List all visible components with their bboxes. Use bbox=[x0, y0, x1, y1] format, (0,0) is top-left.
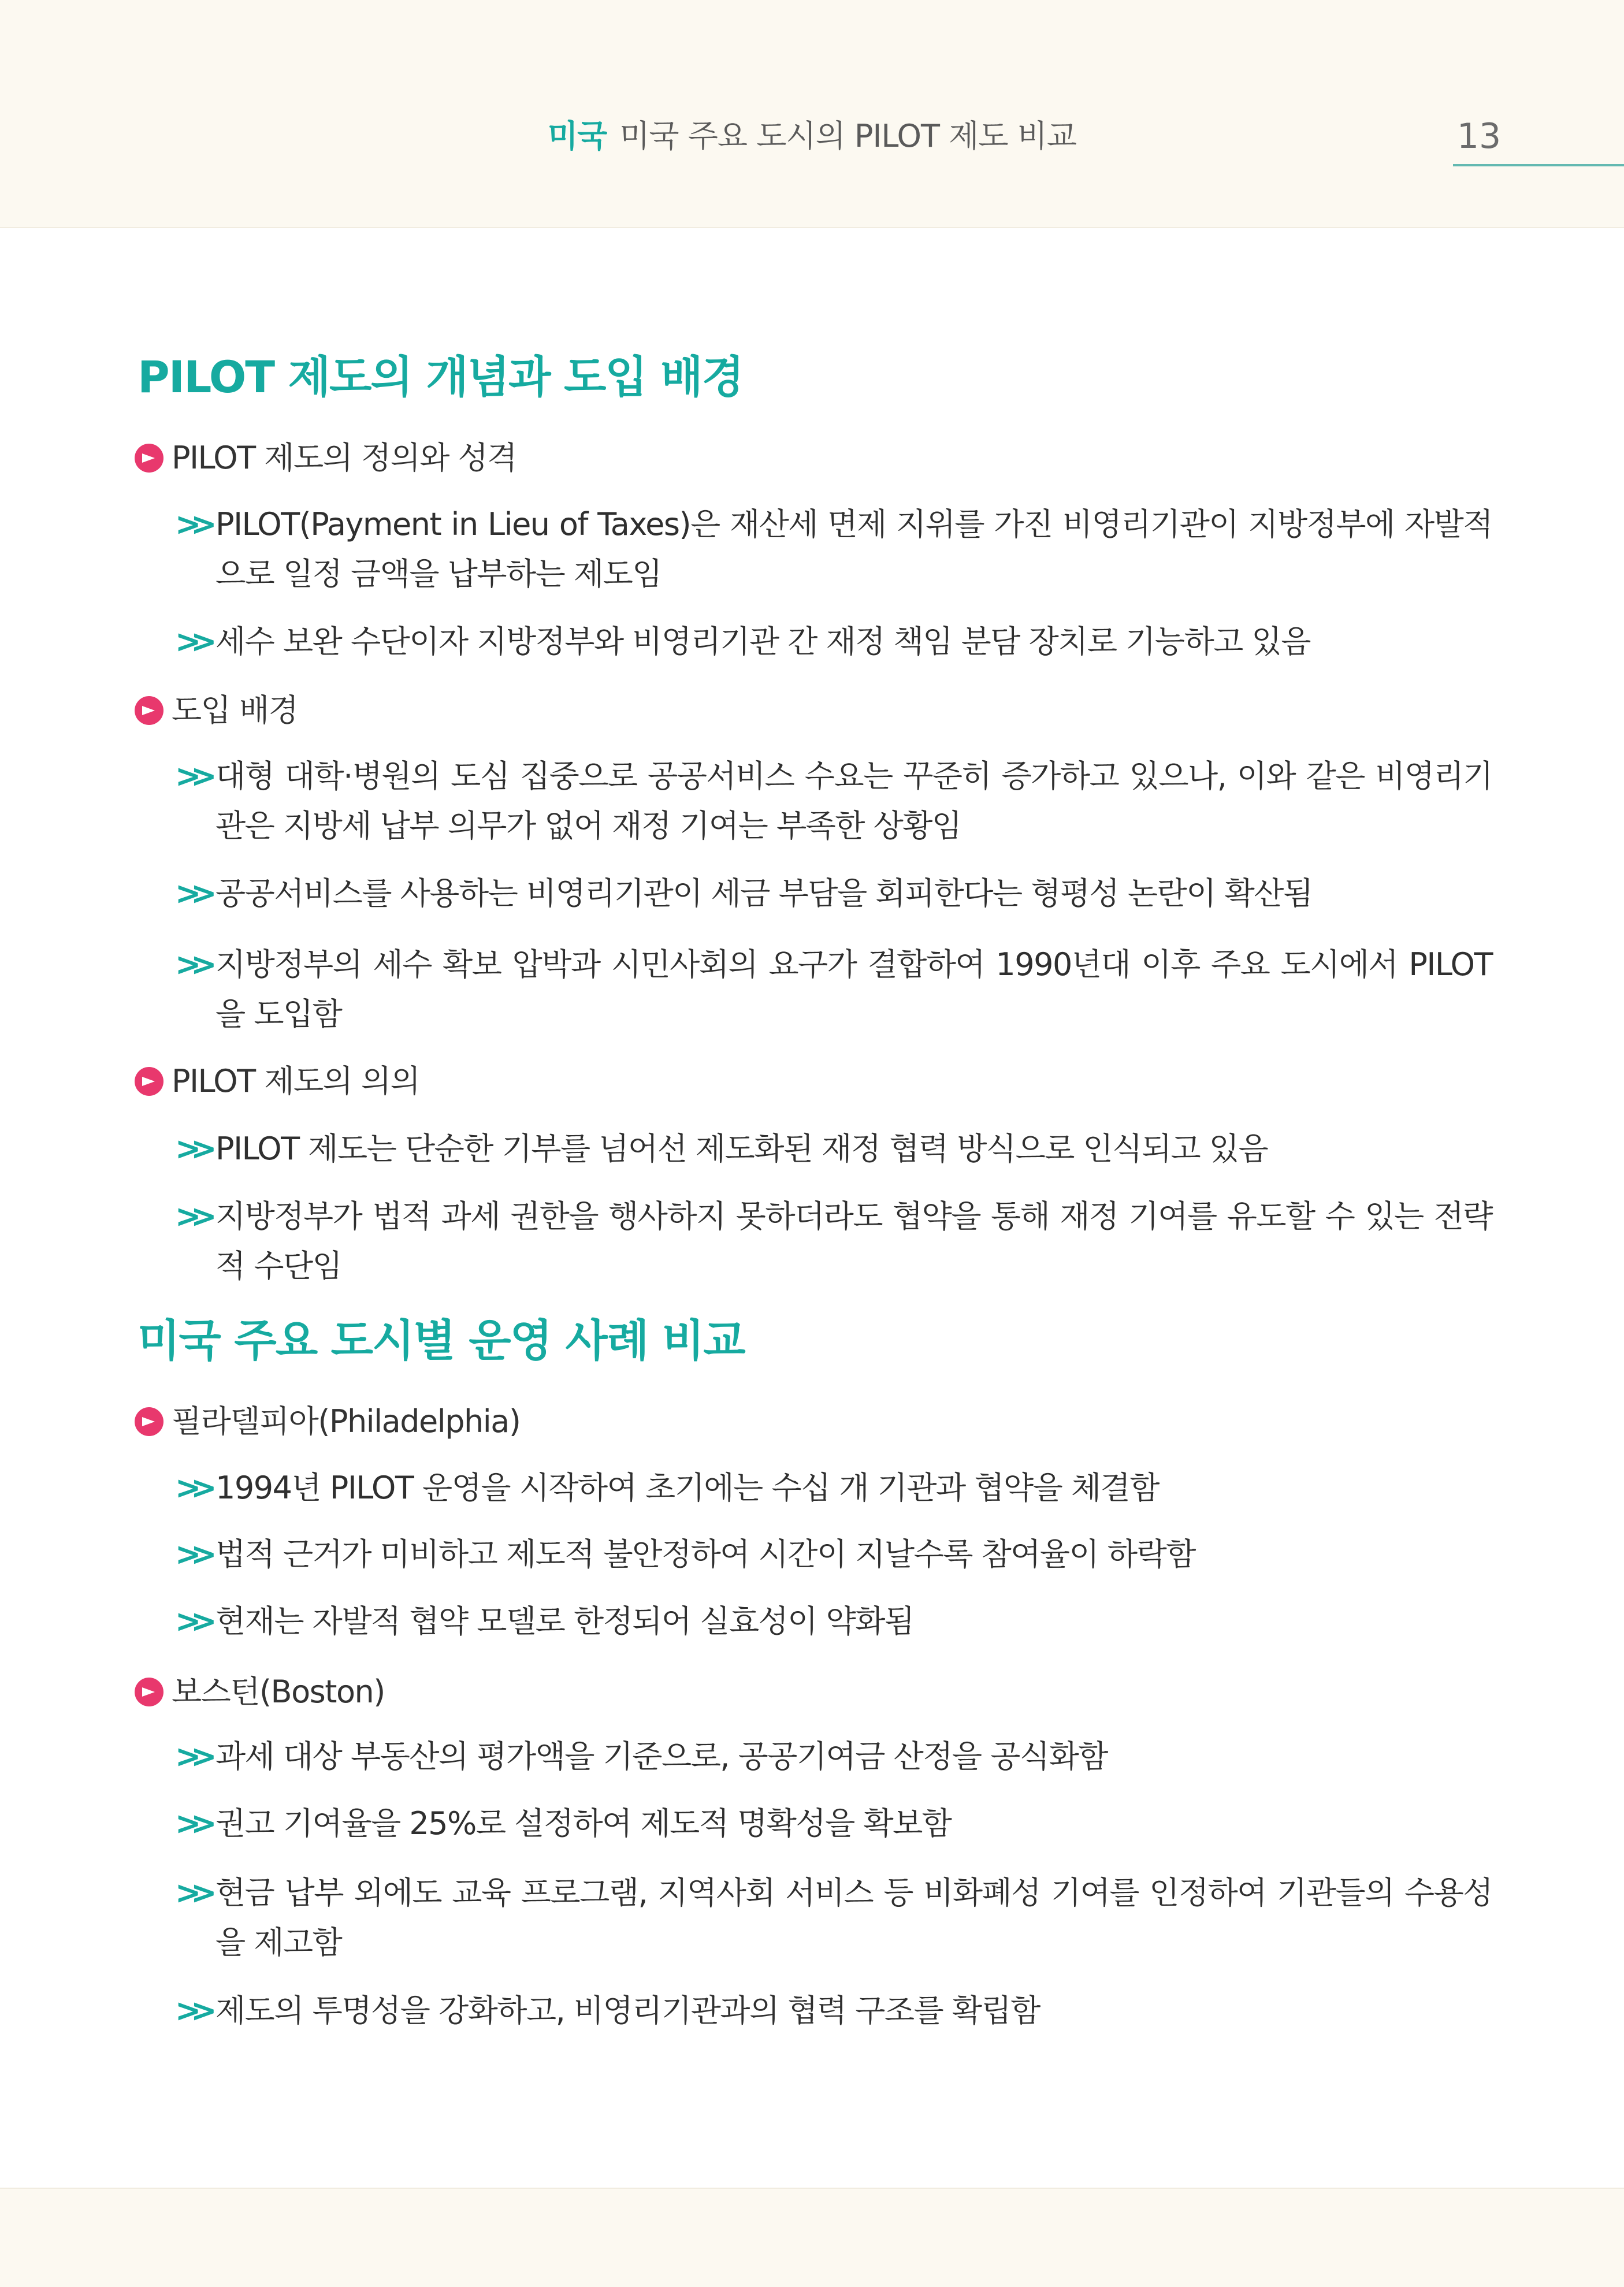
double-chevron-icon: >> bbox=[175, 1875, 207, 1911]
group-heading-text: 도입 배경 bbox=[172, 692, 298, 728]
group-heading-background bbox=[135, 686, 1492, 735]
double-chevron-icon: >> bbox=[175, 506, 207, 542]
circle-arrow-icon bbox=[135, 696, 163, 725]
running-title bbox=[0, 113, 1624, 159]
section-title-concept: PILOT 제도의 개념과 도입 배경 bbox=[137, 351, 744, 403]
list-item bbox=[175, 869, 1492, 918]
list-item-text: 1994년 PILOT 운영을 시작하여 초기에는 수십 개 기관과 협약을 체결함 bbox=[215, 1470, 1159, 1506]
section-title-cases: 미국 주요 도시별 운영 사례 비교 bbox=[137, 1315, 745, 1366]
list-item-text: 현재는 자발적 협약 모델로 한정되어 실효성이 약화됨 bbox=[215, 1603, 914, 1639]
page-number-rule bbox=[1453, 164, 1624, 166]
double-chevron-icon: >> bbox=[175, 1198, 207, 1234]
list-item bbox=[175, 1124, 1492, 1174]
circle-arrow-icon bbox=[135, 1407, 163, 1436]
list-item-text: 현금 납부 외에도 교육 프로그램, 지역사회 서비스 등 비화폐성 기여를 인정하여 기관들의 수용성을 제고함 bbox=[215, 1875, 1492, 1961]
double-chevron-icon: >> bbox=[175, 1992, 207, 2029]
list-item bbox=[175, 1463, 1492, 1513]
list-item bbox=[175, 940, 1492, 1039]
circle-arrow-icon bbox=[135, 444, 163, 473]
list-item-text: 지방정부가 법적 과세 권한을 행사하지 못하더라도 협약을 통해 재정 기여를 유도할 수 있는 전략적 수단임 bbox=[215, 1198, 1492, 1284]
circle-arrow-icon bbox=[135, 1678, 163, 1706]
running-title-text: 미국 주요 도시의 PILOT 제도 비교 bbox=[619, 118, 1077, 154]
list-item bbox=[175, 1799, 1492, 1849]
list-item-text: 세수 보완 수단이자 지방정부와 비영리기관 간 재정 책임 분담 장치로 기능하고 있음 bbox=[215, 623, 1310, 660]
double-chevron-icon: >> bbox=[175, 946, 207, 983]
double-chevron-icon: >> bbox=[175, 1603, 207, 1639]
list-item-text: 지방정부의 세수 확보 압박과 시민사회의 요구가 결합하여 1990년대 이후 주요 도시에서 PILOT을 도입함 bbox=[215, 946, 1492, 1032]
list-item bbox=[175, 500, 1492, 599]
list-item-text: PILOT 제도는 단순한 기부를 넘어선 제도화된 재정 협력 방식으로 인식되고 있음 bbox=[215, 1131, 1268, 1167]
circle-arrow-icon bbox=[135, 1067, 163, 1096]
page-footer bbox=[0, 2188, 1624, 2287]
group-heading-text: PILOT 제도의 의의 bbox=[172, 1063, 420, 1099]
double-chevron-icon: >> bbox=[175, 1738, 207, 1775]
list-item-text: 법적 근거가 미비하고 제도적 불안정하여 시간이 지날수록 참여율이 하락함 bbox=[215, 1536, 1195, 1572]
list-item bbox=[175, 1530, 1492, 1579]
list-item bbox=[175, 1732, 1492, 1782]
list-item bbox=[175, 1597, 1492, 1646]
group-heading-text: PILOT 제도의 정의와 성격 bbox=[172, 440, 516, 476]
double-chevron-icon: >> bbox=[175, 1805, 207, 1842]
page-header bbox=[0, 0, 1624, 228]
list-item-text: 공공서비스를 사용하는 비영리기관이 세금 부담을 회피한다는 형평성 논란이 확산됨 bbox=[215, 875, 1313, 912]
group-heading-definition bbox=[135, 433, 1492, 483]
list-item-text: 과세 대상 부동산의 평가액을 기준으로, 공공기여금 산정을 공식화함 bbox=[215, 1738, 1108, 1775]
page-number: 13 bbox=[1456, 116, 1502, 157]
double-chevron-icon: >> bbox=[175, 758, 207, 794]
group-heading-text: 필라델피아(Philadelphia) bbox=[172, 1403, 521, 1440]
list-item-text: PILOT(Payment in Lieu of Taxes)은 재산세 면제 지위를 가진 비영리기관이 지방정부에 자발적으로 일정 금액을 납부하는 제도임 bbox=[215, 506, 1492, 592]
list-item-text: 권고 기여율을 25%로 설정하여 제도적 명확성을 확보함 bbox=[215, 1805, 952, 1842]
list-item bbox=[175, 1192, 1492, 1291]
country-tag: 미국 bbox=[547, 118, 607, 154]
double-chevron-icon: >> bbox=[175, 1470, 207, 1506]
list-item bbox=[175, 1868, 1492, 1968]
group-heading-boston bbox=[135, 1667, 1492, 1717]
list-item bbox=[175, 752, 1492, 851]
list-item bbox=[175, 617, 1492, 667]
list-item-text: 대형 대학·병원의 도심 집중으로 공공서비스 수요는 꾸준히 증가하고 있으나, 이와 같은 비영리기관은 지방세 납부 의무가 없어 재정 기여는 부족한 상황임 bbox=[215, 758, 1492, 844]
double-chevron-icon: >> bbox=[175, 875, 207, 912]
list-item-text: 제도의 투명성을 강화하고, 비영리기관과의 협력 구조를 확립함 bbox=[215, 1992, 1040, 2029]
double-chevron-icon: >> bbox=[175, 1131, 207, 1167]
group-heading-text: 보스턴(Boston) bbox=[172, 1674, 385, 1710]
group-heading-philadelphia bbox=[135, 1397, 1492, 1446]
double-chevron-icon: >> bbox=[175, 1536, 207, 1572]
list-item bbox=[175, 1986, 1492, 2036]
group-heading-significance bbox=[135, 1057, 1492, 1106]
double-chevron-icon: >> bbox=[175, 623, 207, 660]
